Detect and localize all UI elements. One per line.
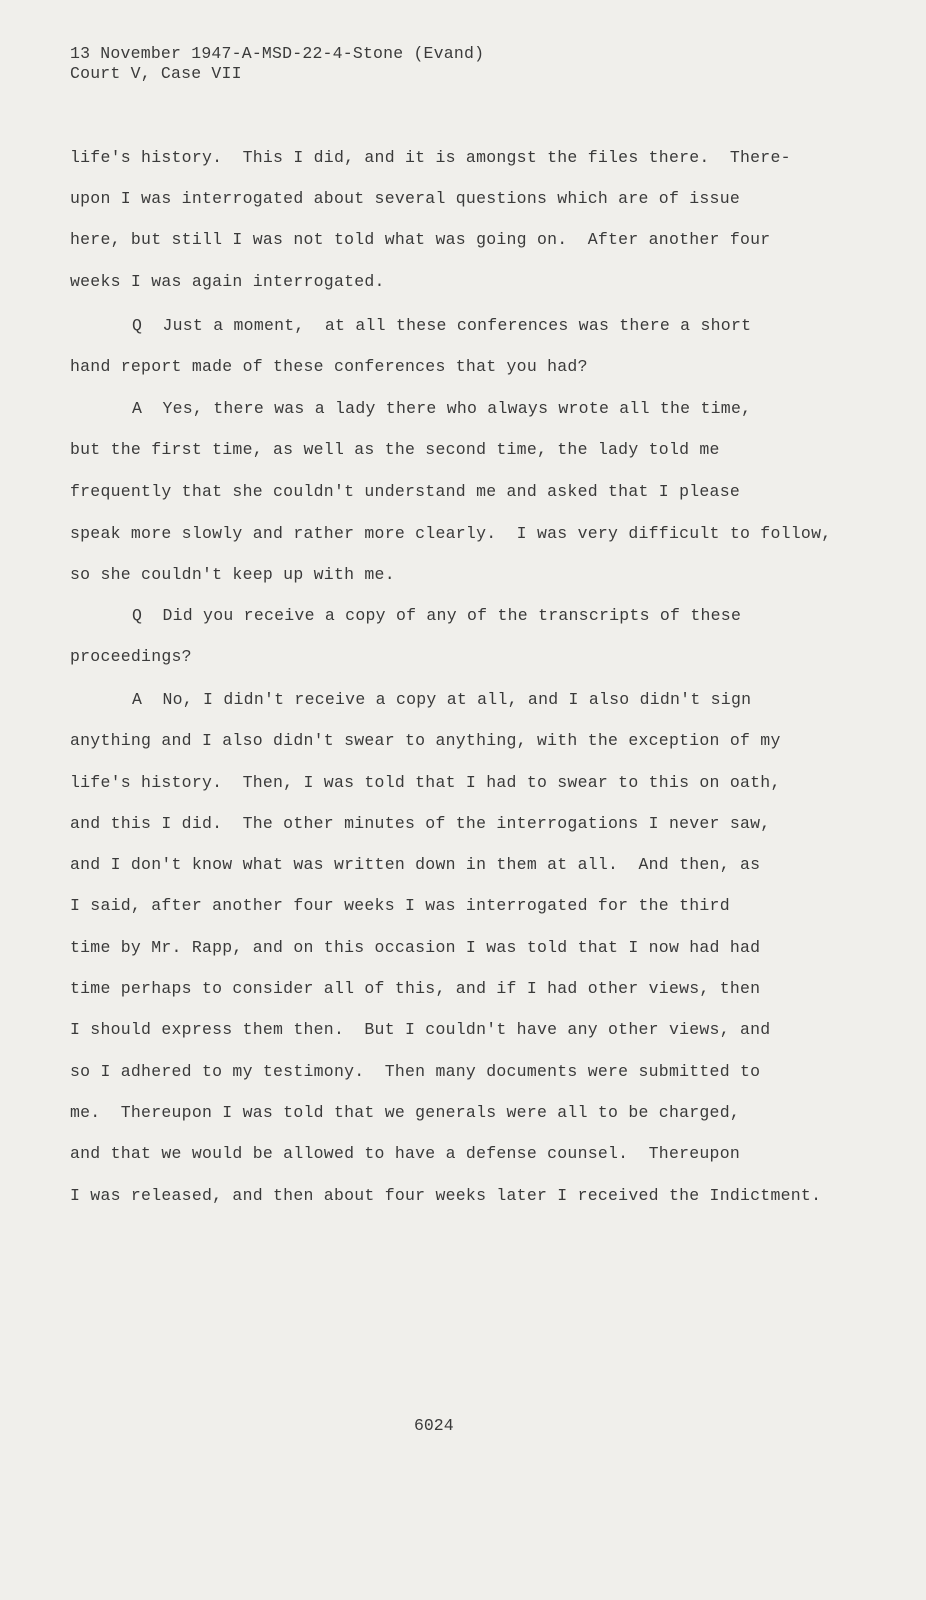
text-line: upon I was interrogated about several questions which are of issue <box>70 189 741 208</box>
text-line: time by Mr. Rapp, and on this occasion I was told that I now had had <box>70 938 761 957</box>
text-line: and this I did. The other minutes of the interrogations I never saw, <box>70 814 771 833</box>
text-line: anything and I also didn't swear to anything, with the exception of my <box>70 731 781 750</box>
header-court-line: Court V, Case VII <box>70 64 242 83</box>
text-line: but the first time, as well as the second time, the lady told me <box>70 440 720 459</box>
text-line: A No, I didn't receive a copy at all, and I also didn't sign <box>132 690 752 709</box>
text-line: and that we would be allowed to have a defense counsel. Thereupon <box>70 1144 741 1163</box>
text-line: hand report made of these conferences that you had? <box>70 357 588 376</box>
text-line: weeks I was again interrogated. <box>70 272 385 291</box>
text-line: I was released, and then about four weeks later I received the Indictment. <box>70 1186 822 1205</box>
text-line: Q Just a moment, at all these conferences was there a short <box>132 316 752 335</box>
text-line: speak more slowly and rather more clearly. I was very difficult to follow, <box>70 524 832 543</box>
text-line: proceedings? <box>70 647 192 666</box>
text-line: I said, after another four weeks I was interrogated for the third <box>70 896 730 915</box>
text-line: here, but still I was not told what was going on. After another four <box>70 230 771 249</box>
text-line: I should express them then. But I couldn't have any other views, and <box>70 1020 771 1039</box>
text-line: Q Did you receive a copy of any of the transcripts of these <box>132 606 742 625</box>
text-line: so I adhered to my testimony. Then many documents were submitted to <box>70 1062 761 1081</box>
text-line: frequently that she couldn't understand me and asked that I please <box>70 482 741 501</box>
text-line: A Yes, there was a lady there who always wrote all the time, <box>132 399 752 418</box>
text-line: life's history. This I did, and it is amongst the files there. There- <box>70 148 791 167</box>
page-number: 6024 <box>414 1416 454 1435</box>
text-line: me. Thereupon I was told that we generals were all to be charged, <box>70 1103 741 1122</box>
header-date-line: 13 November 1947-A-MSD-22-4-Stone (Evand) <box>70 44 485 63</box>
text-line: so she couldn't keep up with me. <box>70 565 395 584</box>
text-line: and I don't know what was written down in them at all. And then, as <box>70 855 761 874</box>
text-line: life's history. Then, I was told that I had to swear to this on oath, <box>70 773 781 792</box>
text-line: time perhaps to consider all of this, and if I had other views, then <box>70 979 761 998</box>
